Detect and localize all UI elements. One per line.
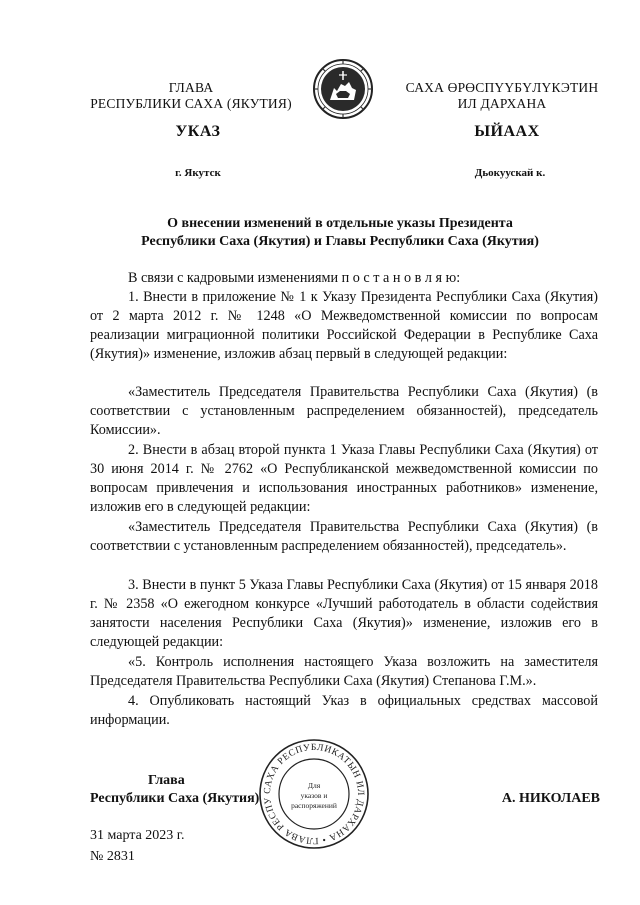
signatory-position-line2: Республики Саха (Якутия) [90,791,260,806]
header-left [88,80,294,112]
header-right-line1: САХА ӨРӨСПҮҮБҮЛҮКЭТИН [405,80,599,95]
title-line2: Республики Саха (Якутия) и Главы Республики Саха (Якутия) [141,234,539,249]
paragraph-4: 4. Опубликовать настоящий Указ в официальных средствах массовой информации. [90,693,598,728]
stamp-ring-text: САХА РЕСПУБЛИКАТЫН ИЛ ДАРХАНА • ГЛАВА РЕСПУ [262,742,366,846]
header-right-line2: ИЛ ДАРХАНА [457,96,547,111]
header-right [392,80,612,112]
stamp-center-line2: указов и [300,791,328,800]
signatory-position [90,772,270,808]
paragraph-3: 3. Внести в пункт 5 Указа Главы Республики Саха (Якутия) от 15 января 2018 г. № 2358 «О ежегодном конкурсе «Лучший работодатель в области содействия занятости населения Республики Саха (Якутия)» изменение, изложив его в следующей редакции: [90,577,598,650]
paragraph-1: 1. Внести в приложение № 1 к Указу Президента Республики Саха (Якутия) от 2 марта 2012 г. № 1248 «О Межведомственной комиссии по вопросам реализации миграционной политики Российской Федерации в Республике Саха (Якутия)» изменение, изложив абзац первый в следующей редакции: [90,289,598,362]
document-date: 31 марта 2023 г. [90,828,185,843]
coat-of-arms-emblem [312,58,374,120]
doc-type-left: УКАЗ [175,123,221,140]
stamp-center-line1: Для [307,781,321,790]
quote-3: «5. Контроль исполнения настоящего Указа возложить на заместителя Председателя Правительства Республики Саха (Якутия) Степанова Г.М.». [90,654,598,689]
place-right: Дьокуускай к. [474,167,546,179]
official-stamp [258,738,370,850]
header-left-line2: РЕСПУБЛИКИ САХА (ЯКУТИЯ) [90,96,292,111]
header-left-line1: ГЛАВА [168,80,214,95]
document-title [90,215,590,251]
document-number: № 2831 [90,849,135,864]
signatory-position-line1: Глава [148,773,185,788]
title-line1: О внесении изменений в отдельные указы Президента [167,216,513,231]
place-left: г. Якутск [175,167,221,179]
intro-paragraph: В связи с кадровыми изменениями п о с т а н о в л я ю: [128,270,461,286]
signatory-name: А. НИКОЛАЕВ [501,791,600,806]
paragraph-2: 2. Внести в абзац второй пункта 1 Указа Главы Республики Саха (Якутия) от 30 июня 2014 г. № 2762 «О Республиканской межведомственной комиссии по вопросам привлечения и использования иностранных работников» изменение, изложив его в следующей редакции: [90,442,598,515]
quote-2: «Заместитель Председателя Правительства Республики Саха (Якутия) (в соответствии с установленным распределением обязанностей), председатель». [90,519,598,554]
stamp-center-line3: распоряжений [291,801,337,810]
quote-1: «Заместитель Председателя Правительства Республики Саха (Якутия) (в соответствии с установленным распределением обязанностей), председатель Комиссии». [90,384,598,438]
doc-type-right: ЫЙААХ [474,123,540,140]
